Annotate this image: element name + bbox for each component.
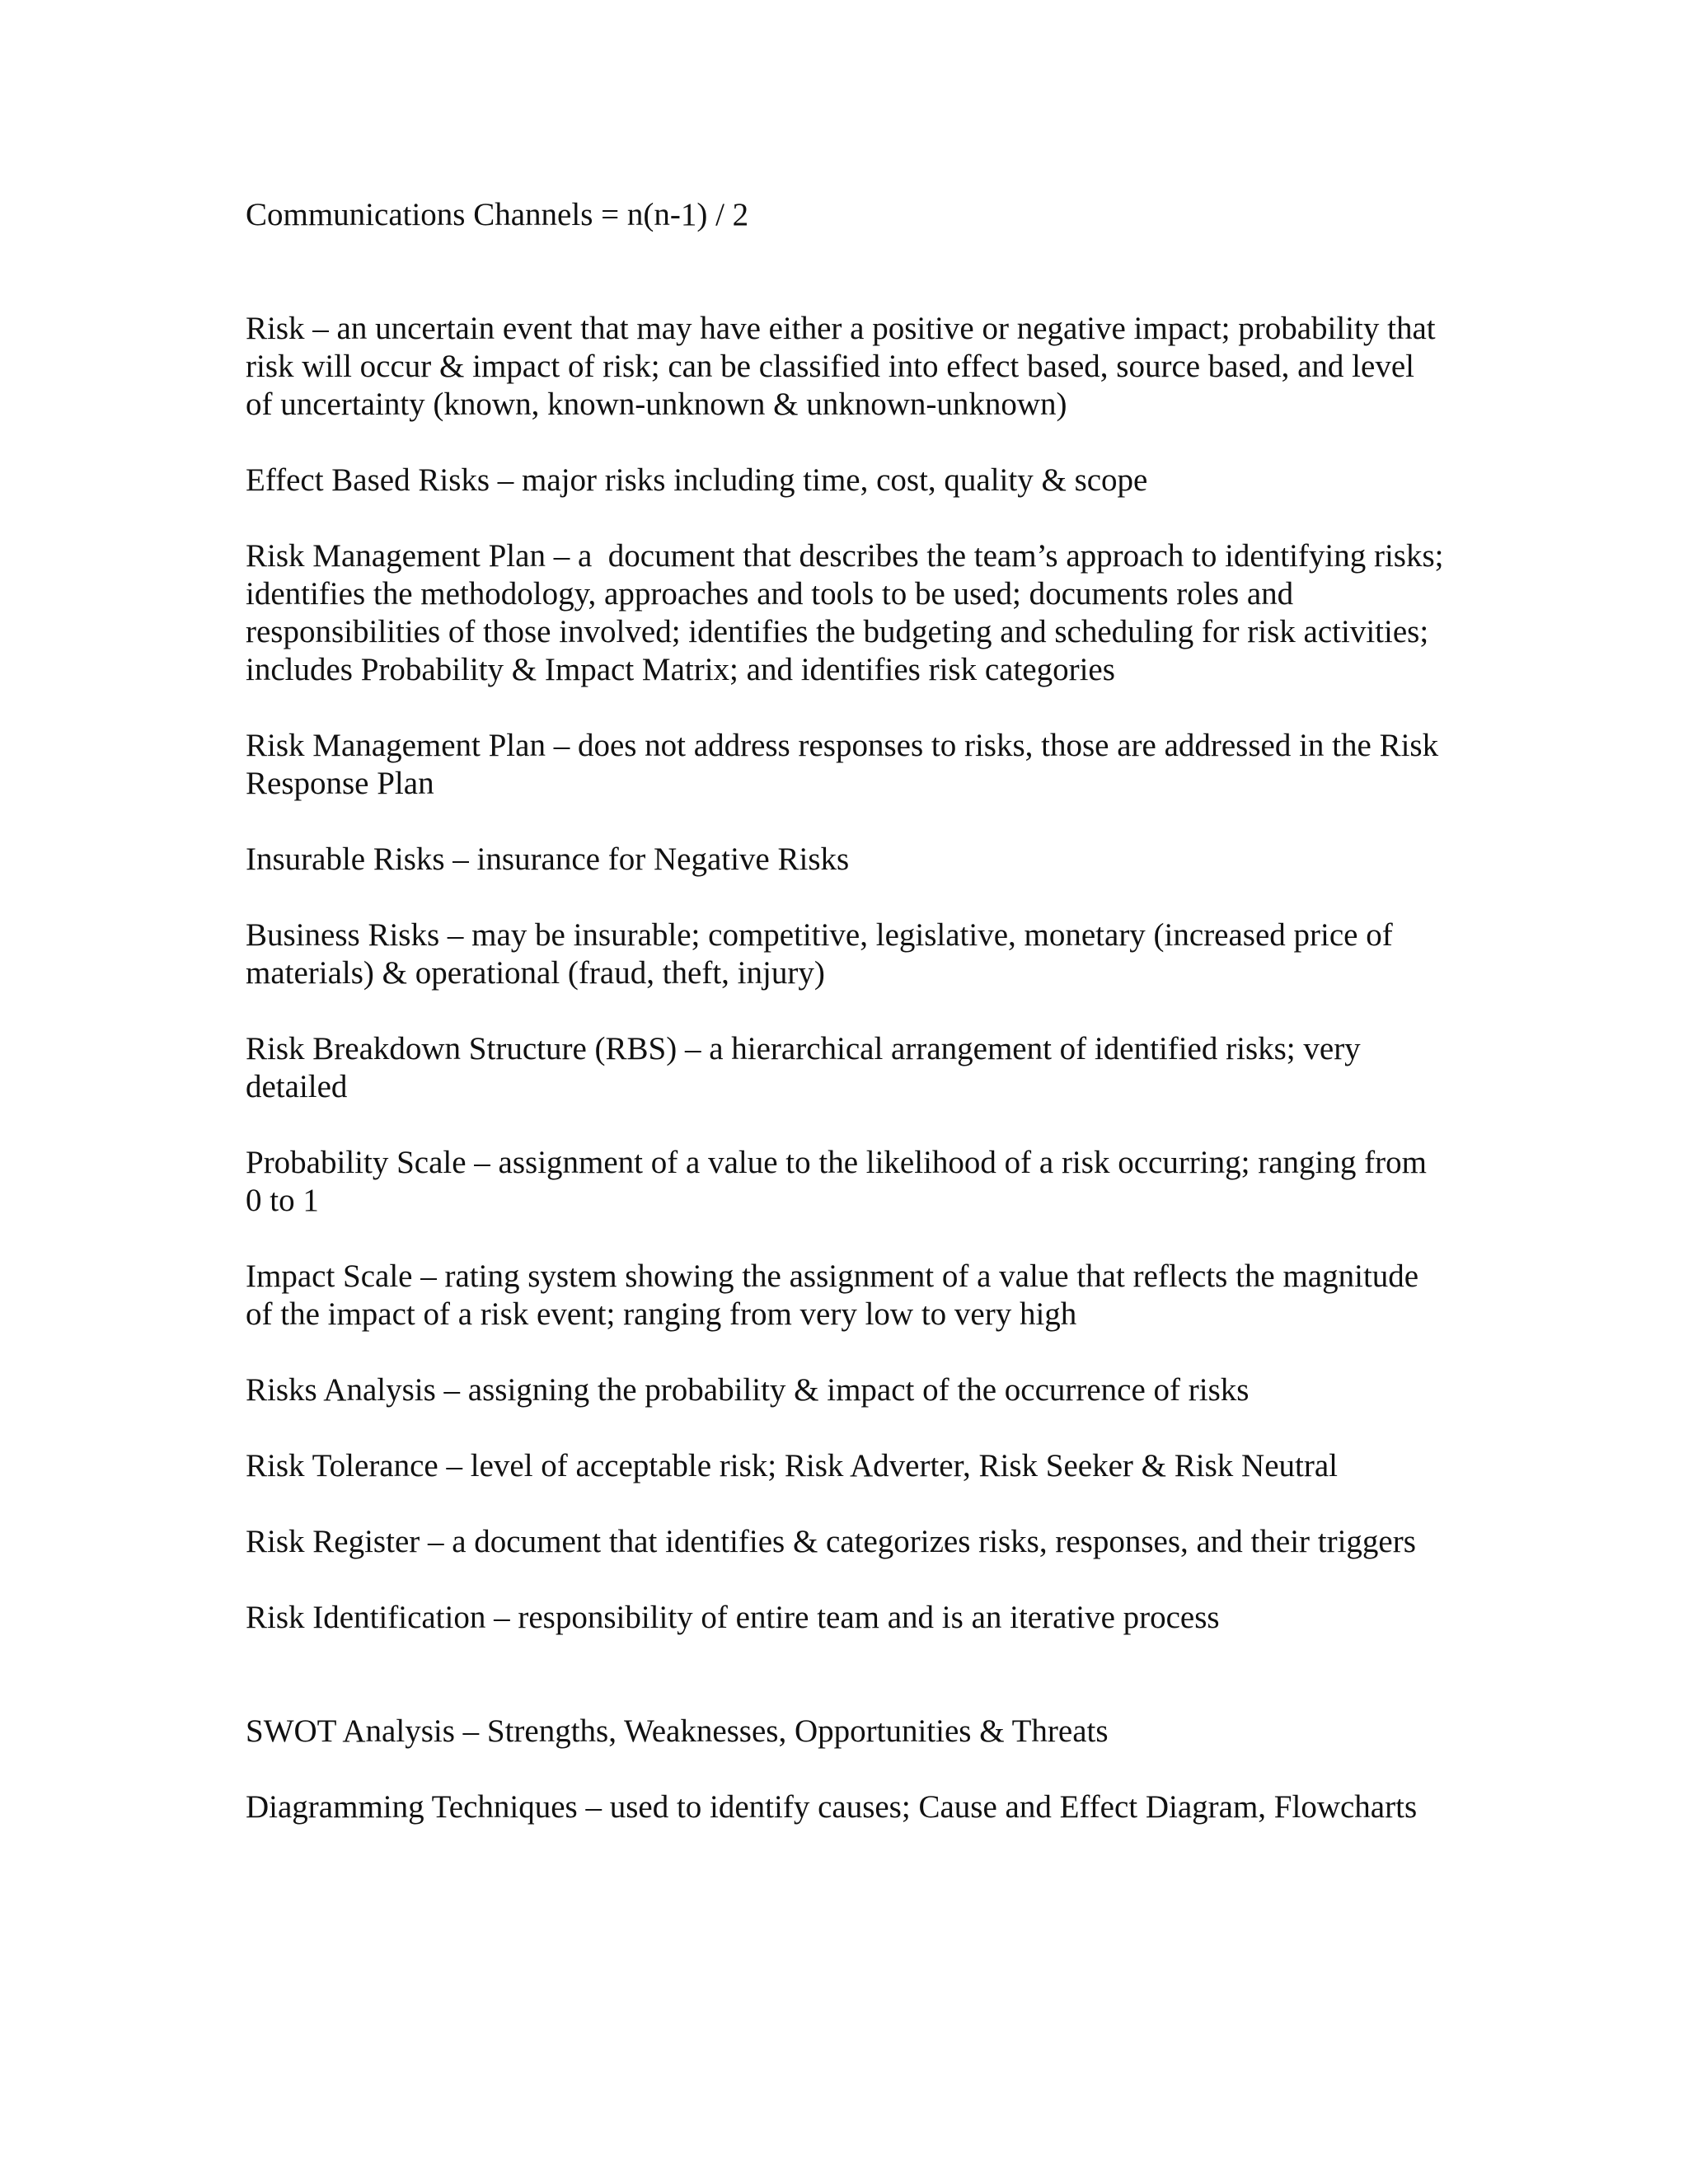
document-body: [246, 196, 1452, 1826]
entry-risk-register: Risk Register – a document that identifies & categorizes risks, responses, and their triggers: [246, 1524, 1416, 1559]
entry-risks-analysis: Risks Analysis – assigning the probability & impact of the occurrence of risks: [246, 1372, 1250, 1408]
entry-swot-analysis: SWOT Analysis – Strengths, Weaknesses, Opportunities & Threats: [246, 1713, 1109, 1749]
entry-risk-tolerance: Risk Tolerance – level of acceptable risk; Risk Adverter, Risk Seeker & Risk Neutral: [246, 1448, 1338, 1483]
entry-effect-based-risks: Effect Based Risks – major risks including time, cost, quality & scope: [246, 462, 1148, 498]
entry-risk-identification: Risk Identification – responsibility of entire team and is an iterative process: [246, 1600, 1220, 1635]
entry-risk-management-plan-responses: Risk Management Plan – does not address responses to risks, those are addressed in the Risk Response Plan: [246, 728, 1447, 801]
entry-risk-breakdown-structure: Risk Breakdown Structure (RBS) – a hierarchical arrangement of identified risks; very detailed: [246, 1031, 1369, 1104]
entry-diagramming-techniques: Diagramming Techniques – used to identify causes; Cause and Effect Diagram, Flowcharts: [246, 1789, 1418, 1825]
entry-probability-scale: Probability Scale – assignment of a value to the likelihood of a risk occurring; ranging from 0 to 1: [246, 1145, 1435, 1218]
entry-business-risks: Business Risks – may be insurable; competitive, legislative, monetary (increased price of materials) & operational (fraud, theft, injury): [246, 917, 1401, 991]
entry-impact-scale: Impact Scale – rating system showing the assignment of a value that reflects the magnitude of the impact of a risk event; ranging from very low to very high: [246, 1258, 1427, 1332]
entry-risk: Risk – an uncertain event that may have either a positive or negative impact; probability that risk will occur & impact of risk; can be classified into effect based, source based, and level of uncertainty (known, known-unknown & unknown-unknown): [246, 311, 1444, 422]
entry-risk-management-plan: Risk Management Plan – a document that describes the team’s approach to identifying risks; identifies the methodology, approaches and tools to be used; documents roles and responsibilities of those involved; identifies the budgeting and scheduling for risk activities; includes Probability & Impact Matrix; and identifies risk categories: [246, 538, 1452, 687]
entry-communications-channels: Communications Channels = n(n-1) / 2: [246, 197, 749, 232]
entry-insurable-risks: Insurable Risks – insurance for Negative Risks: [246, 841, 850, 877]
